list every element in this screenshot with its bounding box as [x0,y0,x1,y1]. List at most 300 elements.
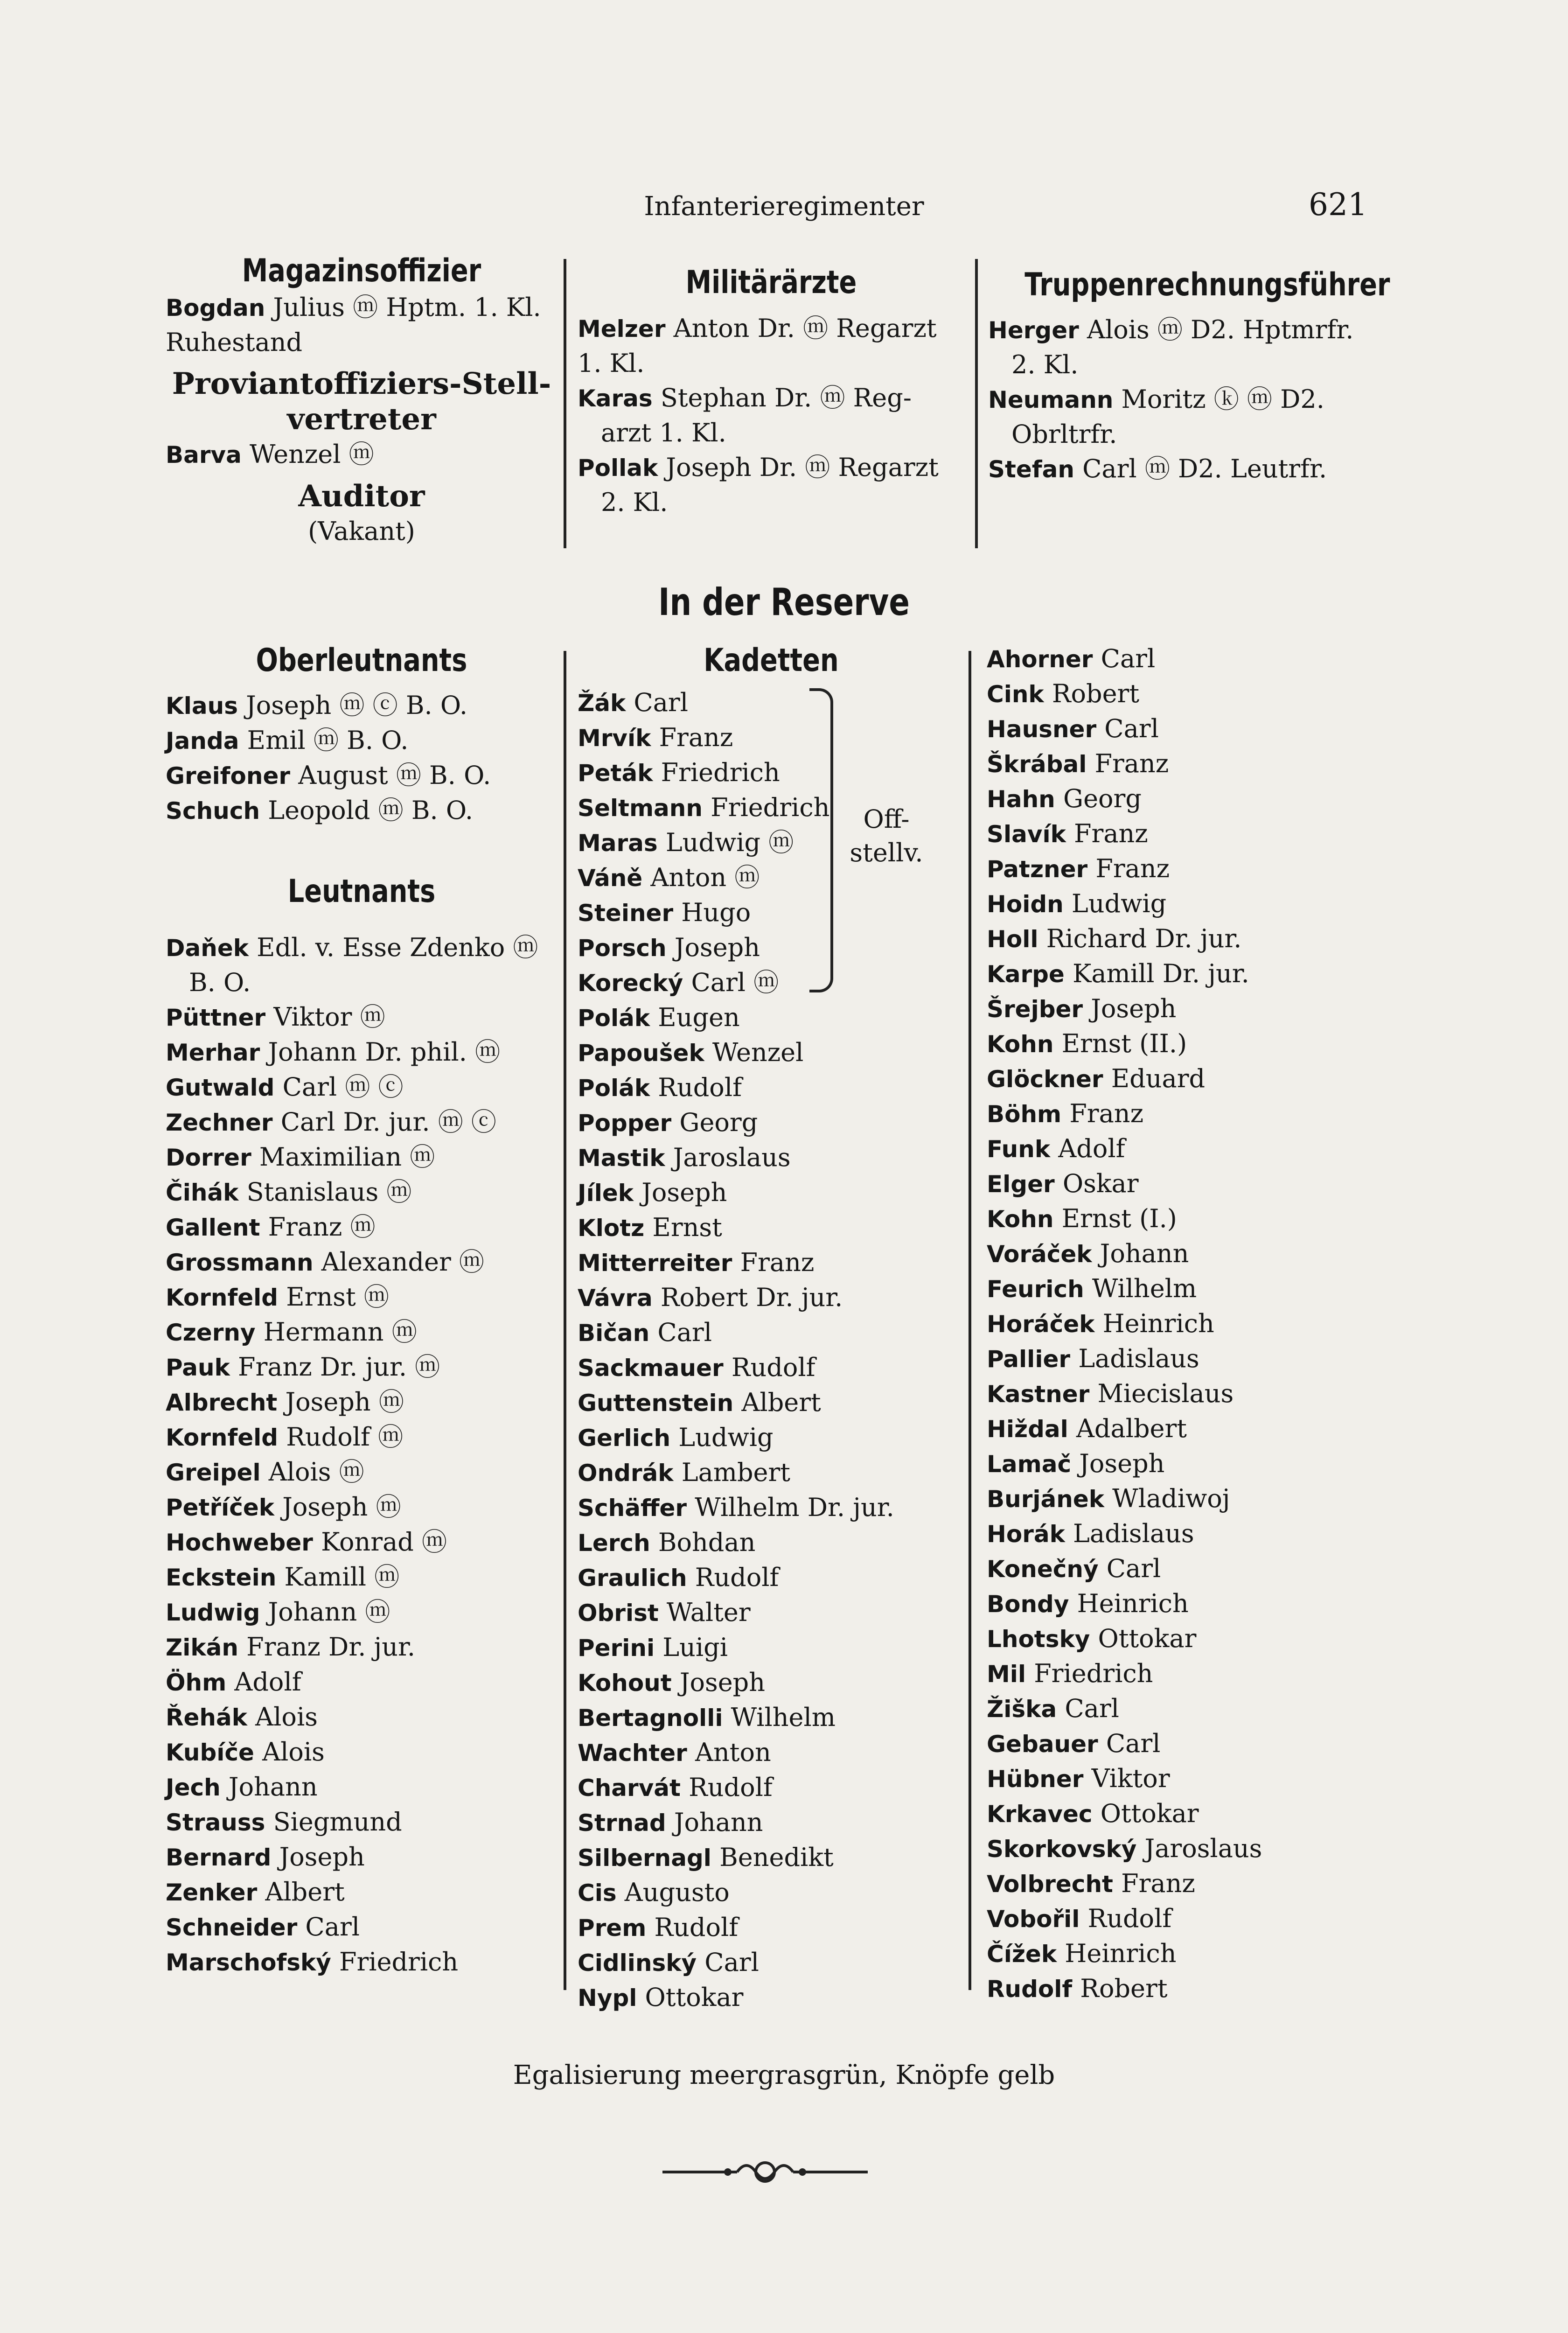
truppenrechnungsfuehrer-entry [988,348,1394,382]
surname: Hausner [987,716,1097,743]
entry-detail: Wilhelm [723,1703,836,1732]
oberleutnants-list [166,688,558,828]
leutnant-entry [166,930,558,965]
surname: Cink [987,681,1044,708]
truppenrechnungsfuehrer-list [988,313,1394,487]
surname: Bernard [166,1844,272,1871]
surname: Schäffer [578,1495,687,1522]
magazin-title: Magazinsoffizier [242,252,481,289]
reserve-entry [987,887,1407,922]
entry-detail: Ottokar [1090,1624,1197,1653]
surname: Gallent [166,1214,260,1241]
leutnant-entry [166,1455,558,1490]
surname: Voráček [987,1241,1092,1268]
kadett-entry [578,1175,965,1210]
entry-detail: Joseph Dr. ⓜ Regarzt [658,453,939,482]
entry-detail: Jaroslaus [665,1143,791,1172]
leutnants-title: Leutnants [287,873,436,910]
surname: Čížek [987,1941,1057,1968]
leutnant-entry [166,1350,558,1385]
kadett-entry [578,895,965,930]
leutnant-entry [166,1245,558,1280]
leutnants-list [166,930,558,1980]
surname: Seltmann [578,795,703,822]
entry-detail: Obrltrfr. [1011,419,1117,449]
reserve-entry [987,1971,1407,2006]
leutnant-entry [166,1175,558,1210]
entry-detail: Franz ⓜ [260,1212,376,1242]
surname: Melzer [578,315,666,342]
militaeraerzte-entry [578,416,965,450]
kadett-entry [578,1770,965,1805]
kadett-entry [578,1385,965,1420]
kadett-entry [578,1980,965,2015]
reserve-entry [987,957,1407,992]
entry-detail: Albert [257,1877,345,1907]
reserve-entry [987,1097,1407,1132]
reserve-entry [987,922,1407,957]
entry-detail: Ladislaus [1070,1344,1199,1373]
surname: Funk [987,1136,1051,1163]
entry-detail: 2. Kl. [601,488,668,517]
surname: Kornfeld [166,1284,279,1311]
kadett-entry [578,1595,965,1630]
entry-detail: Joseph ⓜ [274,1492,401,1522]
surname: Porsch [578,935,667,962]
entry-detail: Johann Dr. phil. ⓜ [260,1037,501,1067]
entry-detail: Johann [666,1808,763,1837]
entry-detail: Franz Dr. jur. [238,1632,416,1662]
reserve-entry [987,1901,1407,1936]
kadett-entry [578,1945,965,1980]
entry-detail: Franz [651,723,733,752]
surname: Horáček [987,1311,1095,1338]
reserve-entry [987,1481,1407,1516]
entry-detail: Wenzel [704,1038,804,1067]
reserve-entry [987,1027,1407,1062]
entry-detail: Kamill Dr. jur. [1064,959,1249,988]
leutnant-entry [166,1875,558,1910]
kadett-entry [578,1630,965,1665]
kadett-entry [578,1735,965,1770]
kadett-entry [578,1455,965,1490]
offstellv-brace [809,688,833,992]
oberleutnant-entry [166,723,558,758]
surname: Merhar [166,1039,260,1066]
reserve-entry [987,1516,1407,1551]
leutnant-entry [166,1735,558,1770]
surname: Prem [578,1914,647,1942]
entry-detail: Bohdan [650,1528,756,1557]
entry-detail: Viktor [1083,1764,1170,1793]
leutnant-entry [166,1770,558,1805]
entry-detail: Stephan Dr. ⓜ Reg- [652,383,912,412]
reserve-left-column [166,642,558,1980]
reserve-right-list [987,642,1407,2006]
staff-column [166,252,558,549]
oberleutnant-entry [166,758,558,793]
leutnant-entry [166,1000,558,1035]
entry-detail: Ernst (I.) [1053,1204,1177,1233]
surname: Marschofský [166,1949,331,1976]
entry-detail: Ludwig ⓜ [657,828,794,857]
surname: Wachter [578,1739,687,1767]
surname: Korecký [578,970,683,997]
entry-detail: Benedikt [711,1843,834,1872]
surname: Zikán [166,1634,238,1661]
surname: Charvát [578,1774,681,1802]
reserve-entry [987,1551,1407,1586]
leutnant-entry [166,1945,558,1980]
surname: Lerch [578,1530,650,1557]
entry-detail: Carl [1093,644,1156,673]
entry-detail: Carl ⓜ D2. Leutrfr. [1074,454,1327,483]
surname: Perini [578,1634,655,1662]
surname: Pallier [987,1346,1071,1373]
surname: Ondrák [578,1460,674,1487]
entry-detail: Friedrich [331,1947,459,1977]
kadett-entry [578,1000,965,1035]
entry-detail: Franz [732,1248,815,1277]
entry-detail: Carl Dr. jur. ⓜ ⓒ [272,1107,496,1137]
entry-detail: Adalbert [1068,1414,1187,1443]
column-rule [564,651,566,1990]
reserve-entry [987,1761,1407,1796]
oberleutnant-entry [166,793,558,828]
surname: Steiner [578,900,674,927]
surname: Škrábal [987,751,1087,778]
militaeraerzte-entry [578,485,965,520]
reserve-entry [987,1271,1407,1306]
auditor-title: Auditor [298,479,425,514]
entry-detail: Robert Dr. jur. [652,1283,843,1312]
surname: Greifoner [166,762,291,789]
entry-detail: Georg [671,1108,758,1137]
page-number: 621 [1309,187,1367,223]
surname: Mitterreiter [578,1250,732,1277]
entry-detail: Stanislaus ⓜ [238,1177,412,1207]
entry-detail: Joseph [1083,994,1177,1023]
kadetten-list [578,685,965,2015]
entry-detail: Kamill ⓜ [276,1562,400,1592]
entry-detail: Alois [247,1702,318,1732]
surname: Krkavec [987,1801,1093,1828]
entry-detail: Wilhelm [1084,1274,1197,1303]
surname: Kohn [987,1206,1054,1233]
surname: Lhotsky [987,1626,1090,1653]
surname: Slavík [987,821,1066,848]
entry-detail: Ludwig [1063,889,1167,918]
leutnant-entry [166,1595,558,1630]
surname: Dorrer [166,1144,251,1171]
surname: Daňek [166,935,249,962]
auditor-note: (Vakant) [308,517,415,546]
surname: Graulich [578,1565,687,1592]
entry-detail: Franz [1087,854,1170,883]
surname: Vávra [578,1285,653,1312]
surname: Gutwald [166,1074,275,1101]
reserve-entry [987,852,1407,887]
entry-detail: Joseph ⓜ [277,1387,404,1417]
reserve-entry [987,1831,1407,1866]
printer-ornament-icon [662,2151,868,2195]
entry-detail: Rudolf [646,1913,739,1942]
entry-detail: Augusto [616,1878,730,1907]
entry-detail: Jaroslaus [1136,1834,1262,1863]
entry-detail: Moritz ⓚ ⓜ D2. [1113,384,1324,414]
entry-detail: Oskar [1054,1169,1139,1198]
reserve-entry [987,1796,1407,1831]
reserve-right-column [987,642,1407,2006]
oberleutnants-title: Oberleutnants [256,642,467,679]
surname: Řehák [166,1704,247,1731]
surname: Zechner [166,1109,273,1136]
surname: Czerny [166,1319,256,1346]
surname: Klaus [166,692,238,719]
surname: Strnad [578,1809,666,1837]
surname: Bičan [578,1320,650,1347]
entry-detail: Alois ⓜ D2. Hptmrfr. [1079,315,1354,344]
surname: Mrvík [578,725,651,752]
column-rule [975,259,978,548]
entry-detail: Carl [626,688,689,717]
surname: Schuch [166,797,260,824]
surname: Hoidn [987,891,1064,918]
reserve-entry [987,1166,1407,1201]
kadett-entry [578,1245,965,1280]
proviant-line: Barva Wenzel ⓜ [166,440,374,469]
surname: Šrejber [987,996,1083,1023]
surname: Kubíče [166,1739,254,1766]
entry-detail: Anton ⓜ [642,863,760,892]
surname: Strauss [166,1809,265,1836]
entry-detail: Johann [1092,1239,1189,1268]
entry-detail: Franz [1061,1099,1144,1128]
column-rule [969,651,971,1990]
surname: Hübner [987,1766,1084,1793]
kadett-entry [578,1700,965,1735]
proviant-title-2: vertreter [287,402,436,437]
kadett-entry [578,1490,965,1525]
surname: Čihák [166,1179,239,1206]
magazin-line: Bogdan Julius ⓜ Hptm. 1. Kl. [166,293,541,322]
reserve-entry [987,1201,1407,1236]
entry-detail: Johann [220,1772,318,1802]
militaeraerzte-column [578,264,965,520]
entry-detail: Carl ⓜ [683,968,779,997]
reserve-entry [987,1586,1407,1621]
kadett-entry [578,1035,965,1070]
surname: Peták [578,760,653,787]
oberleutnant-entry [166,688,558,723]
reserve-entry [987,1726,1407,1761]
reserve-entry [987,1936,1407,1971]
entry-detail: Ernst [644,1213,722,1242]
entry-detail: Alois [254,1737,325,1767]
entry-detail: Albert [733,1388,821,1417]
entry-detail: Wilhelm Dr. jur. [687,1493,894,1522]
kadett-entry [578,1140,965,1175]
surname: Herger [988,317,1079,344]
entry-detail: Emil ⓜ B. O. [239,726,409,755]
entry-detail: 2. Kl. [1011,350,1079,379]
surname: Klotz [578,1215,645,1242]
militaeraerzte-entry [578,346,965,381]
truppenrechnungsfuehrer-title: Truppenrechnungsführer [1024,266,1390,303]
surname: Silbernagl [578,1844,711,1872]
entry-detail: Ernst (II.) [1053,1029,1187,1058]
offstellv-label: Off- stellv. [850,804,923,867]
kadett-entry [578,1805,965,1840]
entry-detail: Eduard [1103,1064,1206,1093]
entry-detail: B. O. [189,968,251,997]
surname: Gebauer [987,1731,1098,1758]
entry-detail: Siegmund [265,1807,402,1837]
surname: Váně [578,865,643,892]
militaeraerzte-entry [578,381,965,416]
column-rule [564,259,566,548]
entry-detail: Luigi [655,1633,728,1662]
surname: Hahn [987,786,1055,813]
entry-detail: Alexander ⓜ [313,1247,484,1277]
entry-detail: Franz [1113,1869,1195,1898]
entry-detail: 1. Kl. [578,349,645,378]
entry-detail: Carl [1098,1729,1161,1758]
footer-note: Egalisierung meergrasgrün, Knöpfe gelb [513,2060,1055,2090]
surname: Žiška [987,1696,1057,1723]
surname: Karpe [987,961,1065,988]
kadett-entry [578,1840,965,1875]
leutnant-entry [166,1560,558,1595]
entry-detail: Anton [687,1738,771,1767]
surname: Maras [578,830,658,857]
surname: Jech [166,1774,221,1801]
entry-detail: Walter [658,1598,751,1627]
kadetten-title: Kadetten [704,642,839,679]
reserve-entry [987,747,1407,782]
entry-detail: Joseph [634,1178,727,1207]
entry-detail: Hugo [673,898,751,927]
entry-detail: Rudolf ⓜ [278,1422,404,1452]
surname: Burjánek [987,1486,1105,1513]
surname: Žák [578,690,626,717]
kadett-entry [578,1525,965,1560]
entry-detail: Hermann ⓜ [255,1317,417,1347]
militaeraerzte-title: Militärärzte [685,264,857,301]
surname: Elger [987,1171,1055,1198]
entry-detail: Carl [649,1318,712,1347]
surname: Volbrecht [987,1871,1113,1898]
kadett-entry [578,1210,965,1245]
leutnant-entry [166,1070,558,1105]
entry-detail: Adolf [226,1667,301,1697]
reserve-entry [987,1306,1407,1341]
reserve-entry [987,1132,1407,1166]
entry-detail: Rudolf [1080,1904,1172,1933]
surname: Bertagnolli [578,1704,723,1732]
surname: Cidlinský [578,1949,697,1977]
kadett-entry [578,1665,965,1700]
kadett-entry [578,965,965,1000]
entry-detail: Ernst ⓜ [278,1282,389,1312]
kadett-entry [578,685,965,720]
entry-detail: Friedrich [653,758,780,787]
leutnant-entry [166,1665,558,1700]
surname: Öhm [166,1669,227,1696]
entry-detail: Rudolf [687,1563,779,1592]
reserve-entry [987,1376,1407,1411]
entry-detail: Ottokar [1092,1799,1199,1828]
entry-detail: Robert [1044,679,1140,708]
truppenrechnungsfuehrer-entry [988,417,1394,452]
leutnant-entry [166,1525,558,1560]
surname: Kastner [987,1381,1090,1408]
entry-detail: Maximilian ⓜ [251,1142,435,1172]
entry-detail: Joseph [1071,1449,1165,1478]
surname: Sackmauer [578,1355,724,1382]
truppenrechnungsfuehrer-entry [988,452,1394,487]
leutnant-entry [166,1700,558,1735]
kadett-entry [578,1070,965,1105]
surname: Hiždal [987,1416,1068,1443]
surname: Kohout [578,1669,672,1697]
surname: Greipel [166,1459,261,1486]
leutnant-entry [166,1910,558,1945]
entry-detail: Robert [1072,1974,1168,2003]
entry-detail: Richard Dr. jur. [1038,924,1242,953]
reserve-entry [987,1446,1407,1481]
surname: Stefan [988,456,1074,483]
surname: Patzner [987,856,1088,883]
leutnant-entry [166,1280,558,1315]
reserve-entry [987,642,1407,677]
magazin-line: Ruhestand [166,328,303,357]
entry-detail: Johann ⓜ [260,1597,390,1627]
surname: Petříček [166,1494,275,1521]
kadett-entry [578,1280,965,1315]
entry-detail: Franz [1066,819,1148,848]
surname: Horák [987,1521,1065,1548]
entry-detail: Anton Dr. ⓜ Regarzt [665,314,937,343]
entry-detail: Heinrich [1094,1309,1214,1338]
surname: Guttenstein [578,1390,734,1417]
reserve-entry [987,1866,1407,1901]
kadett-entry [578,755,965,790]
surname: Zenker [166,1879,258,1906]
entry-detail: Konrad ⓜ [313,1527,447,1557]
surname: Polák [578,1005,650,1032]
reserve-entry [987,1236,1407,1271]
entry-detail: arzt 1. Kl. [601,418,726,447]
surname: Lamač [987,1451,1072,1478]
entry-detail: Joseph [666,933,760,962]
entry-detail: Rudolf [723,1353,815,1382]
entry-detail: Miecislaus [1089,1379,1234,1408]
militaeraerzte-entry [578,311,965,346]
entry-detail: Joseph [671,1668,766,1697]
surname: Glöckner [987,1066,1103,1093]
entry-detail: Carl ⓜ ⓒ [274,1072,404,1102]
entry-detail: Carl [1098,1554,1161,1583]
surname: Ludwig [166,1599,260,1626]
surname: Püttner [166,1004,266,1031]
kadett-entry [578,1560,965,1595]
reserve-entry [987,992,1407,1027]
entry-detail: Heinrich [1069,1589,1189,1618]
reserve-entry [987,1411,1407,1446]
leutnant-entry [166,1630,558,1665]
leutnant-entry [166,1140,558,1175]
